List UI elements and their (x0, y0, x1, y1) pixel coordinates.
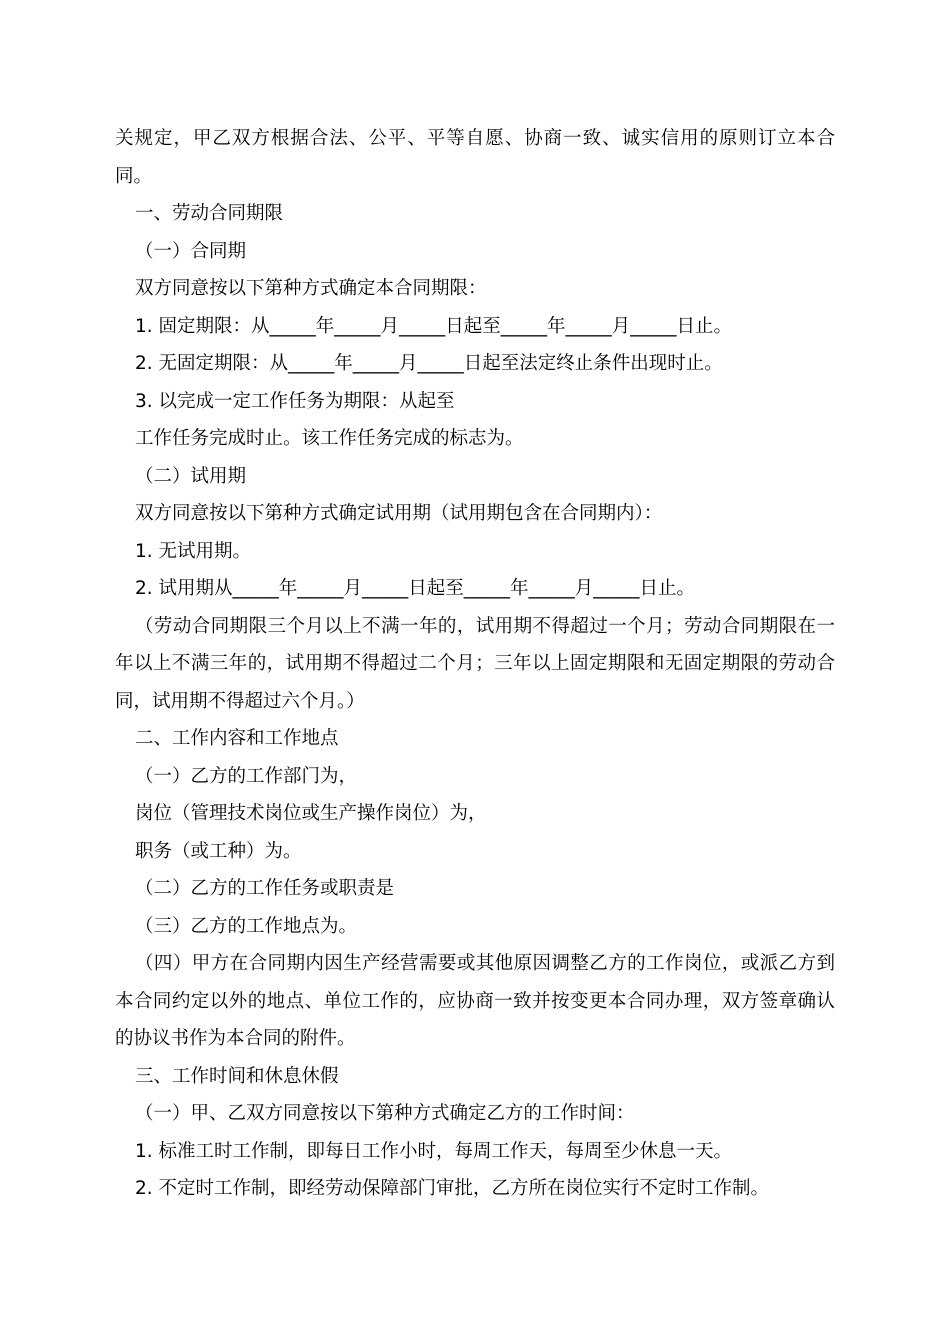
paragraph-trial-intro: 双方同意按以下第种方式确定试用期（试用期包含在合同期内）： (135, 503, 663, 524)
paragraph-position: 岗位（管理技术岗位或生产操作岗位）为， (135, 803, 487, 824)
paragraph-duties: （二）乙方的工作任务或职责是 (135, 878, 395, 899)
paragraph-intro: 关规定，甲乙双方根据合法、公平、平等自愿、协商一致、诚实信用的原则订立本合同。 (115, 128, 835, 187)
paragraph-job-title: 职务（或工种）为。 (135, 840, 302, 862)
list-item-fixed-term: 1. 固定期限：从_____年_____月_____日起至_____年_____月_____日止。 (135, 315, 733, 337)
paragraph-adjustment: （四）甲方在合同期内因生产经营需要或其他原因调整乙方的工作岗位，或派乙方到本合同约定以外的地点、单位工作的，应协商一致并按变更本合同办理，双方签章确认的协议书作为本合同的附件。 (115, 953, 835, 1049)
list-item-no-trial: 1. 无试用期。 (135, 540, 252, 562)
paragraph-hours-intro: （一）甲、乙双方同意按以下第种方式确定乙方的工作时间： (135, 1103, 635, 1124)
paragraph-trial-note: （劳动合同期限三个月以上不满一年的，试用期不得超过一个月；劳动合同期限在一年以上不满三年的，试用期不得超过二个月；三年以上固定期限和无固定期限的劳动合同，试用期不得超过六个月。） (115, 615, 835, 712)
section-heading-work: 二、工作内容和工作地点 (135, 728, 339, 749)
section-heading-term: 一、劳动合同期限 (135, 203, 284, 224)
list-item-open-term: 2. 无固定期限：从_____年_____月_____日起至法定终止条件出现时止。 (135, 353, 723, 374)
paragraph-task-completion: 工作任务完成时止。该工作任务完成的标志为。 (135, 428, 524, 449)
list-item-trial-dates: 2. 试用期从_____年_____月_____日起至_____年_____月_____日止。 (135, 578, 696, 599)
list-item-standard-hours: 1. 标准工时工作制，即每日工作小时，每周工作天，每周至少休息一天。 (135, 1140, 733, 1162)
paragraph-department: （一）乙方的工作部门为， (135, 765, 358, 787)
list-item-task-term: 3. 以完成一定工作任务为期限：从起至 (135, 390, 455, 412)
subsection-contract-period: （一）合同期 (135, 240, 247, 262)
subsection-trial-period: （二）试用期 (135, 465, 247, 487)
paragraph-term-intro: 双方同意按以下第种方式确定本合同期限： (135, 278, 487, 299)
section-heading-hours: 三、工作时间和休息休假 (135, 1065, 339, 1087)
paragraph-work-location: （三）乙方的工作地点为。 (135, 915, 358, 937)
list-item-flexible-hours: 2. 不定时工作制，即经劳动保障部门审批，乙方所在岗位实行不定时工作制。 (135, 1178, 770, 1199)
